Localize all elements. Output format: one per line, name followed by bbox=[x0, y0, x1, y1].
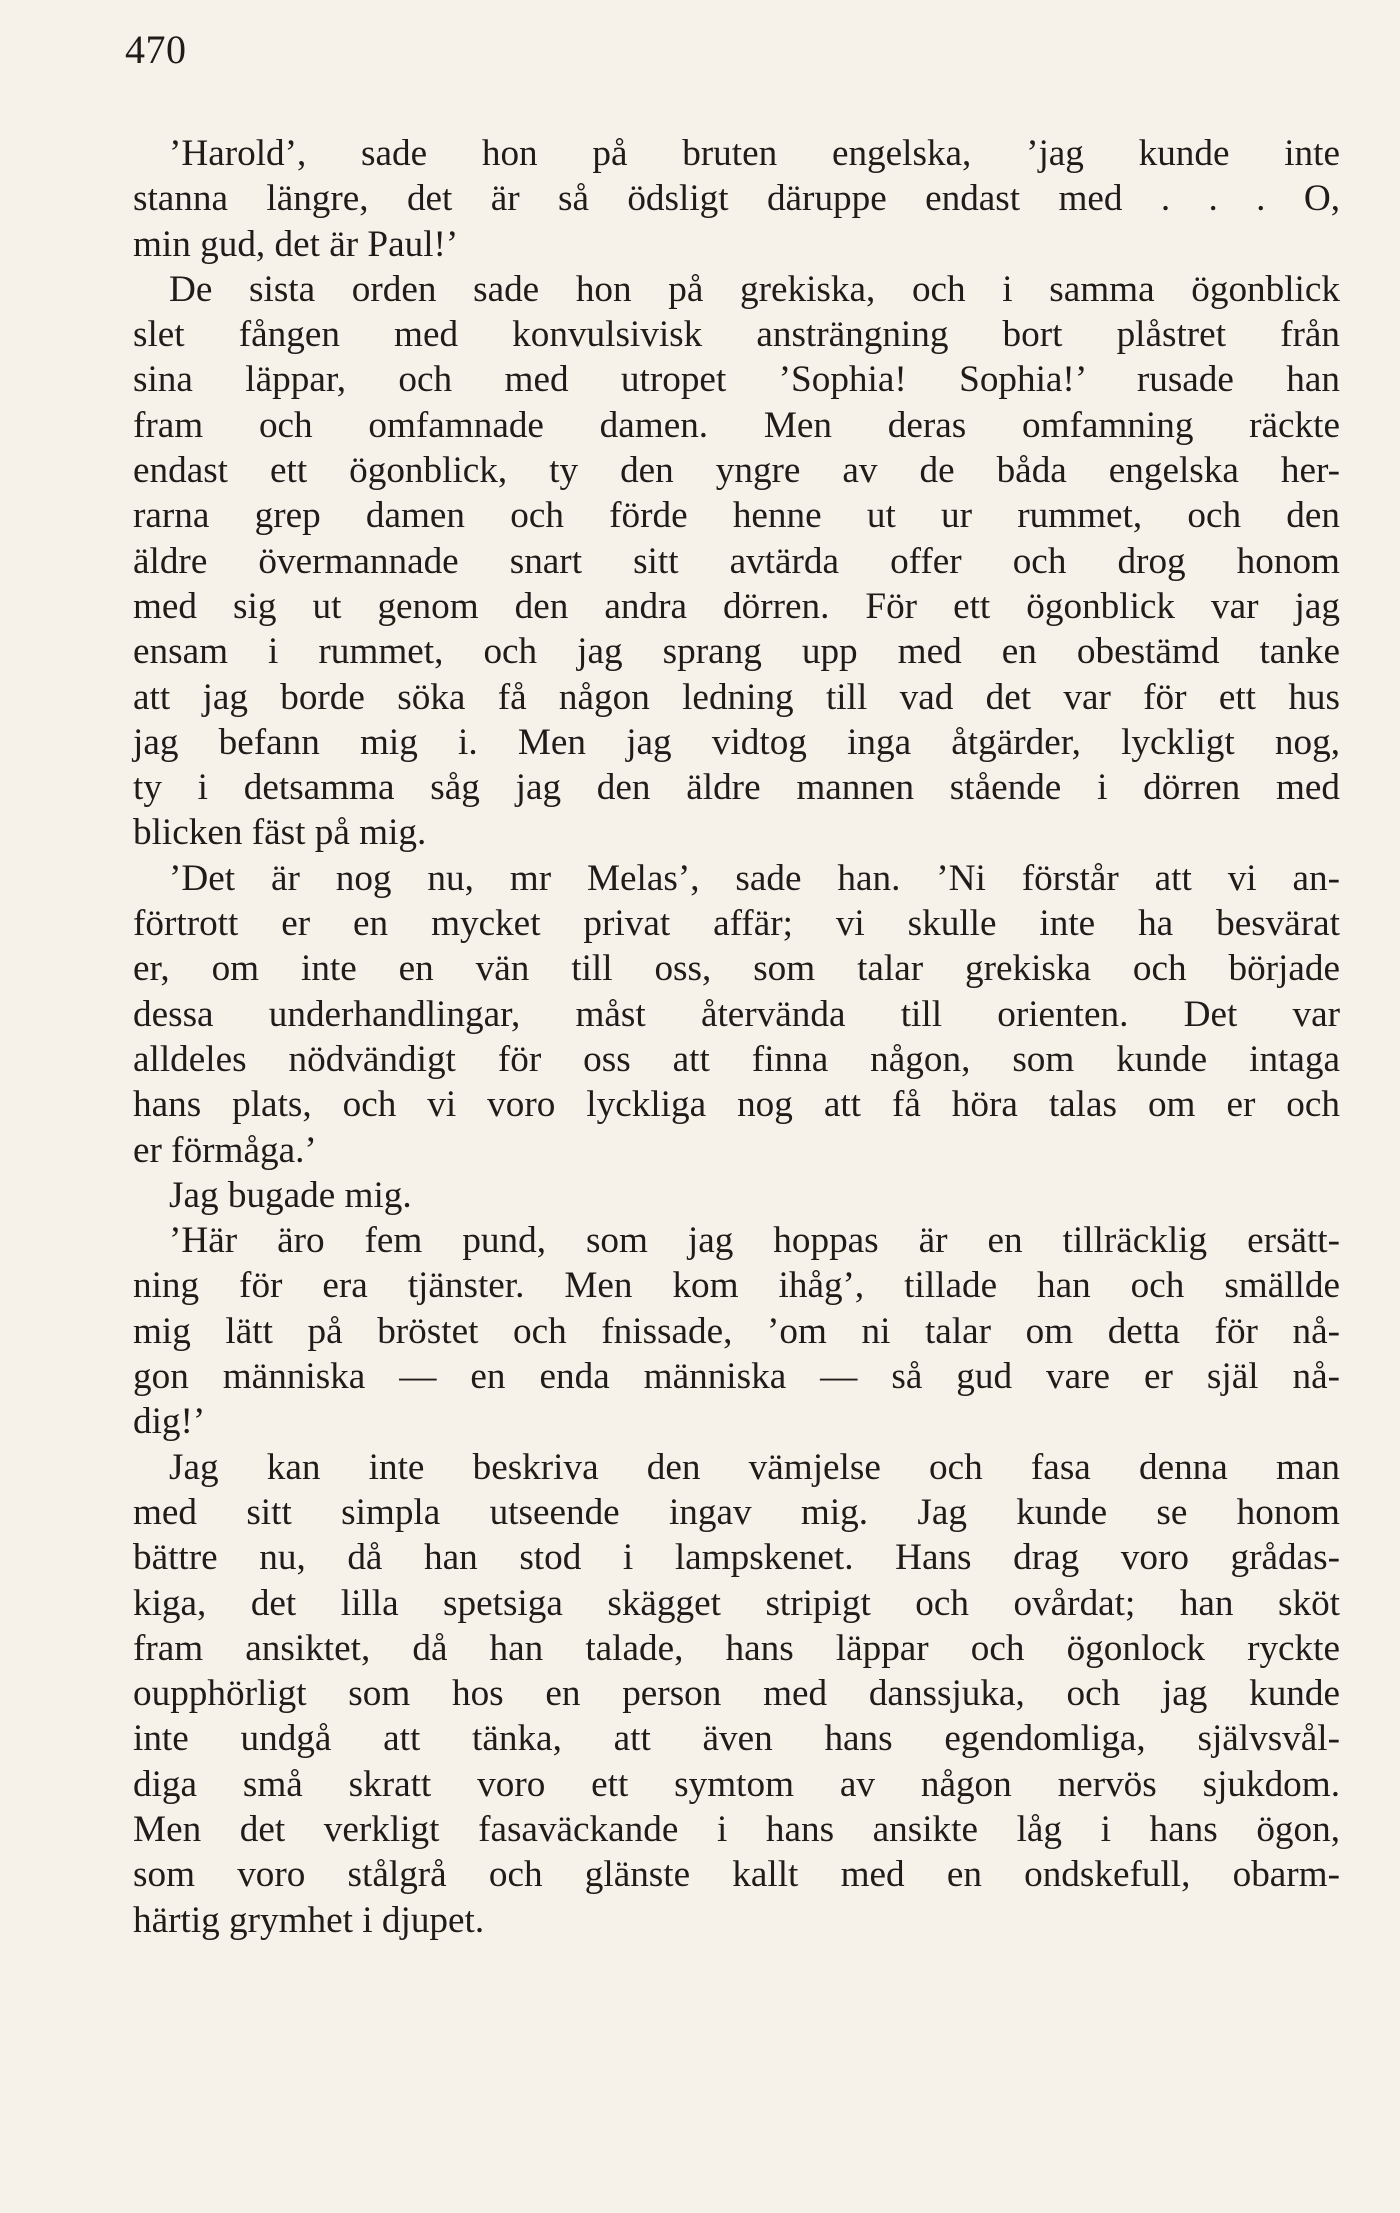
text-line: er, om inte en vän till oss, som talar grekiska och började bbox=[133, 948, 1340, 990]
text-line: min gud, det är Paul!’ bbox=[133, 223, 459, 265]
text-line: ’Det är nog nu, mr Melas’, sade han. ’Ni förstår att vi an- bbox=[169, 857, 1340, 899]
text-line: oupphörligt som hos en person med danssjuka, och jag kunde bbox=[133, 1673, 1340, 1715]
text-line: gon människa — en enda människa — så gud vare er själ nå- bbox=[133, 1356, 1340, 1398]
paragraph bbox=[133, 856, 1340, 1173]
page-number: 470 bbox=[125, 27, 187, 72]
text-line: som voro stålgrå och glänste kallt med en ondskefull, obarm- bbox=[133, 1854, 1340, 1896]
text-line: mig lätt på bröstet och fnissade, ’om ni talar om detta för nå- bbox=[133, 1310, 1340, 1352]
text-line: att jag borde söka få någon ledning till vad det var för ett hus bbox=[133, 676, 1340, 718]
paragraph bbox=[133, 267, 1340, 856]
text-line: diga små skratt voro ett symtom av någon nervös sjukdom. bbox=[133, 1763, 1340, 1805]
text-line: blicken fäst på mig. bbox=[133, 812, 427, 854]
text-line: Men det verkligt fasaväckande i hans ansikte låg i hans ögon, bbox=[133, 1808, 1340, 1850]
text-line: ’Harold’, sade hon på bruten engelska, ’jag kunde inte bbox=[169, 133, 1340, 174]
text-line: Jag bugade mig. bbox=[169, 1174, 412, 1216]
text-line: äldre övermannade snart sitt avtärda offer och drog honom bbox=[133, 540, 1340, 582]
text-line: kiga, det lilla spetsiga skägget stripigt och ovårdat; han sköt bbox=[133, 1582, 1340, 1624]
text-line: ensam i rummet, och jag sprang upp med en obestämd tanke bbox=[133, 631, 1340, 673]
text-line: med sitt simpla utseende ingav mig. Jag kunde se honom bbox=[133, 1491, 1340, 1533]
text-line: rarna grep damen och förde henne ut ur rummet, och den bbox=[133, 495, 1340, 537]
text-line: fram och omfamnade damen. Men deras omfamning räckte bbox=[133, 404, 1340, 446]
text-line: dig!’ bbox=[133, 1401, 206, 1443]
paragraph bbox=[133, 131, 1340, 267]
paragraph bbox=[133, 1218, 1340, 1444]
paragraph bbox=[133, 1173, 1340, 1218]
text-line: stanna längre, det är så ödsligt däruppe endast med . . . O, bbox=[133, 178, 1340, 220]
text-line: ty i detsamma såg jag den äldre mannen stående i dörren med bbox=[133, 767, 1340, 809]
text-line: förtrott er en mycket privat affär; vi skulle inte ha besvärat bbox=[133, 903, 1340, 945]
text-line: härtig grymhet i djupet. bbox=[133, 1899, 485, 1941]
body-text bbox=[133, 131, 1340, 1943]
paragraph bbox=[133, 1445, 1340, 1943]
text-line: inte undgå att tänka, att även hans egendomliga, självsvål- bbox=[133, 1718, 1340, 1760]
text-line: ning för era tjänster. Men kom ihåg’, tillade han och smällde bbox=[133, 1265, 1340, 1307]
text-line: De sista orden sade hon på grekiska, och i samma ögonblick bbox=[169, 268, 1340, 310]
text-line: Jag kan inte beskriva den vämjelse och fasa denna man bbox=[169, 1446, 1340, 1488]
text-line: endast ett ögonblick, ty den yngre av de båda engelska her- bbox=[133, 450, 1340, 492]
text-line: slet fången med konvulsivisk ansträngning bort plåstret från bbox=[133, 314, 1340, 356]
text-line: bättre nu, då han stod i lampskenet. Hans drag voro grådas- bbox=[133, 1537, 1340, 1579]
text-line: alldeles nödvändigt för oss att finna någon, som kunde intaga bbox=[133, 1038, 1340, 1080]
text-line: ’Här äro fem pund, som jag hoppas är en tillräcklig ersätt- bbox=[169, 1220, 1340, 1262]
text-line: jag befann mig i. Men jag vidtog inga åtgärder, lyckligt nog, bbox=[133, 721, 1340, 763]
text-line: med sig ut genom den andra dörren. För ett ögonblick var jag bbox=[133, 585, 1340, 627]
text-line: sina läppar, och med utropet ’Sophia! Sophia!’ rusade han bbox=[133, 359, 1340, 401]
text-line: dessa underhandlingar, måst återvända till orienten. Det var bbox=[133, 993, 1340, 1035]
text-line: er förmåga.’ bbox=[133, 1129, 317, 1171]
text-line: hans plats, och vi voro lyckliga nog att få höra talas om er och bbox=[133, 1084, 1340, 1126]
text-line: fram ansiktet, då han talade, hans läppar och ögonlock ryckte bbox=[133, 1627, 1340, 1669]
